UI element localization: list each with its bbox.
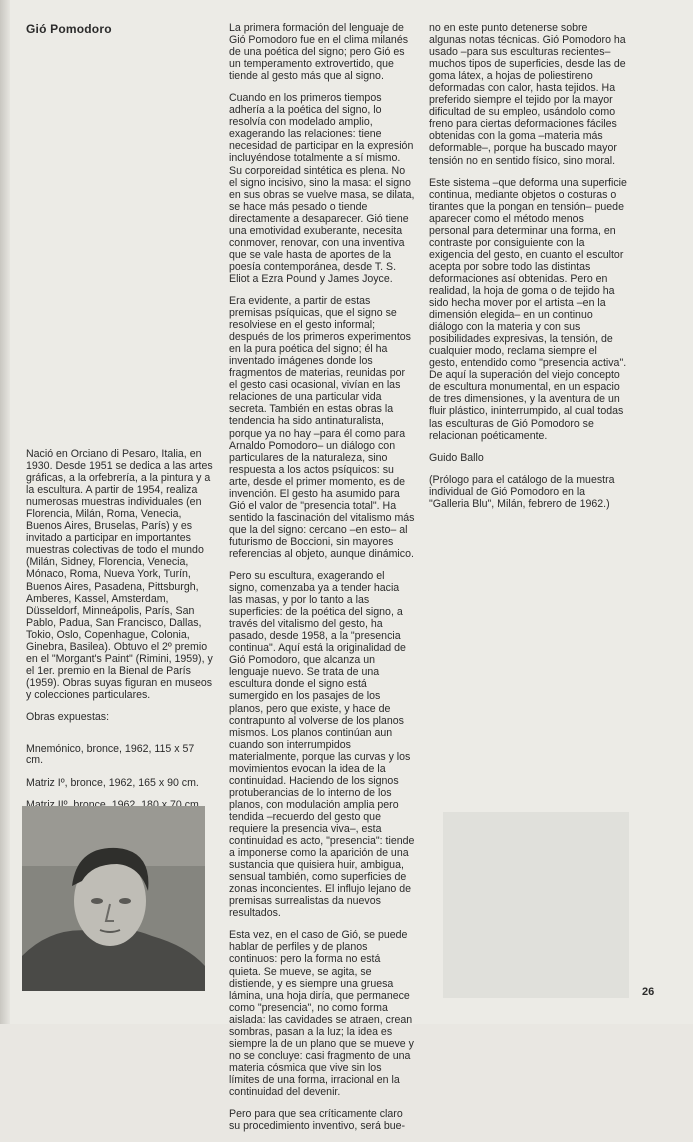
essay-paragraph: Este sistema –que deforma una superficie continua, mediante objetos o costuras o tirantes que la pongan en tensión– puede aparecer como el método menos personal para determinar una forma, en contraste por consiguiente con la exigencia del gesto, en cuanto el escultor acepta por sobre todo las distintas deformaciones así obtenidas. Pero en realidad, la hoja de goma o de tejido ha sido hecha mover por el artista –en la dimensión elegida– en un continuo diálogo con la materia y con sus posibilidades expresivas, la tensión, de cualquier modo, reclama siempre el gesto, entendido como "presencia activa". De aquí la superación del viejo concepto de escultura monumental, en un espacio de tres dimensiones, y la aventura de un fluir plástico, ininterrumpido, al cual todas las esculturas de Gió Pomodoro se relacionan poéticamente. — [429, 176, 627, 442]
scan-edge-shadow — [0, 0, 10, 1024]
essay-paragraph: no en este punto detenerse sobre algunas notas técnicas. Gió Pomodoro ha usado –para sus esculturas recientes– muchos tipos de superficies, desde las de goma látex, a hojas de poliestireno deformadas con calor, hasta tejidos. Ha preferido siempre el tejido por la mayor dificultad de su empleo, usándolo como freno para ciertas deformaciones fáciles obtenidas con la goma –materia más deformable–, porque ha buscado mayor tensión no en sentido físico, sino moral. — [429, 22, 626, 167]
faded-gray-area — [443, 812, 629, 998]
page-number: 26 — [642, 986, 655, 998]
essay-paragraph: Esta vez, en el caso de Gió, se puede hablar de perfiles y de planos continuos: pero la forma no está quieta. Se mueve, se agita, se distiende, y es siempre una gruesa lámina, una hoja diría, que permanece como "presencia", no como forma aislada: las cavidades se atraen, crean sombras, pasan a la luz; la idea es siempre la de un plano que se mueve y no se concluye: casi fragmento de una materia cósmica que vive sin los límites de una forma, irracional en la continuidad del devenir. — [229, 929, 414, 1098]
essay-column-middle — [229, 22, 415, 1142]
essay-paragraph: Pero para que sea críticamente claro su procedimiento inventivo, será bue- — [229, 1108, 406, 1133]
author-signature: Guido Ballo — [429, 451, 484, 464]
artist-portrait-photo — [22, 806, 205, 991]
work-item: Mnemónico, bronce, 1962, 115 x 57 cm. — [26, 743, 195, 767]
essay-paragraph: La primera formación del lenguaje de Gió Pomodoro fue en el clima milanés de una poética del signo; pero Gió es un temperamento extrovertido, que tiende al gesto más que al signo. — [229, 22, 409, 83]
essay-paragraph: Pero su escultura, exagerando el signo, comenzaba ya a tender hacia las masas, y por lo tanto a las superficies: de la poética del signo, a través del vitalismo del gesto, ha pasado, desde 1958, a la "presencia continua". Aquí está la originalidad de Gió Pomodoro, que alcanza un lenguaje nuevo. Se trata de una escultura donde el signo está sumergido en los pasajes de los planos, pero que existe, y hace de contrapunto al volverse de los planos mismos. Los planos continúan aun cuando son interrumpidos materialmente, porque las curvas y los movimientos evocan la idea de la continuidad. Haciendo de los signos protuberancias de lo interno de los planos, con modulación amplia pero tendida –recuerdo del gesto que requiere la presencia viva–, esta continuidad es acto, "presencia": tiende a imponerse como la aparición de una sustancia que quisiera huir, ambigua, sensual también, como superficies de zonas inconcientes. El influjo lejano de premisas surrealistas da nuevos resultados. — [229, 570, 415, 920]
catalog-note: (Prólogo para el catálogo de la muestra individual de Gió Pomodoro en la "Galleria Blu", Milán, febrero de 1962.) — [429, 473, 615, 510]
biography-text: Nació en Orciano di Pesaro, Italia, en 1930. Desde 1951 se dedica a las artes gráficas, a la orfebrería, a la pintura y a la escultura. A partir de 1954, realiza numerosas muestras individuales (en Florencia, Milán, Roma, Venecia, Buenos Aires, Bruselas, París) y es invitado a participar en importantes muestras colectivas de todo el mundo (Milán, Sidney, Florencia, Venecia, Mónaco, Roma, Nueva York, Turín, Buenos Aires, Pasadena, Pittsburgh, Amberes, Kassel, Amsterdam, Düsseldorf, Minneápolis, París, San Pablo, Padua, San Francisco, Dallas, Tokio, Oslo, Copenhague, Colonia, Ginebra, Basilea). Obtuvo el 2º premio en el "Morgant's Paint" (Rimini, 1959), y el 1er. premio en la Bienal de París (1959). Obras suyas figuran en museos y colecciones particulares. — [26, 448, 213, 701]
work-item: Matriz Iº, bronce, 1962, 165 x 90 cm. — [26, 776, 199, 789]
essay-paragraph: Cuando en los primeros tiempos adhería a la poética del signo, lo resolvía con modelado amplio, exagerando las relaciones: tiene necesidad de participar en la expresión incluyéndose totalmente a sí mismo. Su corporeidad sintética es plena. No el signo incisivo, sino la masa: el signo en sus obras se vuelve masa, se dilata, se hace más pesado o tiende directamente a desaparecer. Gió tiene una emotividad exuberante, necesita conmover, renovar, con una inventiva que se vale hasta de aportes de la poesía contemporánea, desde T. S. Eliot a Ezra Pound y James Joyce. — [229, 92, 415, 285]
works-heading: Obras expuestas: — [26, 710, 110, 723]
portrait-illustration — [22, 806, 205, 991]
artist-name-heading: Gió Pomodoro — [26, 22, 112, 36]
essay-paragraph: Era evidente, a partir de estas premisas psíquicas, que el signo se resolviese en el gesto informal; después de los primeros experimentos en la pura poética del signo; él ha inventado imágenes donde los fragmentos de materias, reunidas por el gesto casi ocasional, vivían en las relaciones de una particular vida secreta. También en estas obras la tendencia ha sido antinaturalista, porque ya no hay –para él como para Arnaldo Pomodoro– un diálogo con particulares de la naturaleza, sino respuesta a los actos psíquicos: su arte, desde el primer momento, es de invención. El gesto ha asumido para Gió el valor de "presencia total". Ha sentido la fascinación del vitalismo más que la del signo: cercano –en esto– al futurismo de Boccioni, sin mayores referencias al objeto, aunque dinámico. — [229, 294, 415, 560]
essay-column-right — [429, 22, 627, 520]
